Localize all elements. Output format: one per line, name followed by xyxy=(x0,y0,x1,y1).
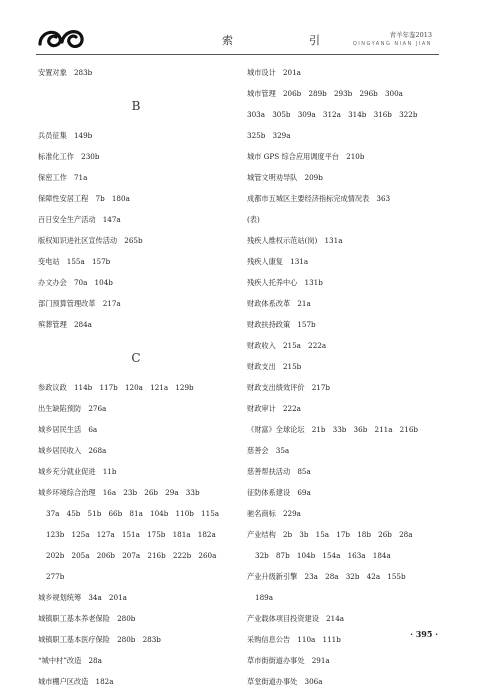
index-entry: 残疾人托养中心 131b xyxy=(247,278,323,287)
index-entry: 征防体系建设 69a xyxy=(247,488,311,497)
index-entry: 残疾人康复 131a xyxy=(247,257,309,266)
index-entry: 产业结构 2b 3b 15a 17b 18b 26b 28a xyxy=(247,530,413,539)
index-entry-continuation: 202b 205a 206b 207a 216b 222b 260a xyxy=(46,551,217,560)
section-letter: C xyxy=(131,351,141,365)
index-column-right xyxy=(247,62,443,692)
yearbook-logo-icon xyxy=(36,24,86,52)
header-rule xyxy=(36,54,439,55)
index-entry: 城管文明劝导队 209b xyxy=(247,173,323,182)
index-column-left xyxy=(38,62,238,692)
index-entry: 安置对象 283b xyxy=(38,68,93,77)
index-entry: 城乡环境综合治理 16a 23b 26b 29a 33b xyxy=(38,488,200,497)
index-entry: 办文办会 70a 104b xyxy=(38,278,113,287)
index-entry-continuation: 189a xyxy=(255,593,274,602)
index-entry: 财政支出绩效评价 217b xyxy=(247,383,331,392)
page-number: · 395 · xyxy=(410,629,438,639)
index-entry: 采购信息公告 110a 111b xyxy=(247,635,341,644)
index-entry: 303a 305b 309a 312a 314b 316b 322b xyxy=(247,110,418,119)
index-entry: 参政议政 114b 117b 120a 121a 129b xyxy=(38,383,194,392)
index-entry: 成都市五城区主要经济指标完成情况表 363 xyxy=(247,194,391,203)
index-entry: 百日安全生产活动 147a xyxy=(38,215,121,224)
index-entry-continuation: 37a 45b 51b 66b 81a 104b 110b 115a xyxy=(46,509,220,518)
index-entry: 草市街街道办事处 291a xyxy=(247,656,330,665)
yearbook-subtitle: QINGYANG NIAN JIAN xyxy=(352,41,432,47)
index-entry: 城乡规划统筹 34a 201a xyxy=(38,593,127,602)
page-header xyxy=(0,0,480,60)
index-entry: 慈善会 35a xyxy=(247,446,290,455)
index-entry: 草堂街道办事处 306a xyxy=(247,677,323,686)
index-entry: 慈善帮扶活动 85a xyxy=(247,467,311,476)
index-entry: 城镇职工基本医疗保险 280b 283b xyxy=(38,635,161,644)
index-entry: 标准化工作 230b xyxy=(38,152,100,161)
index-entry: 保密工作 71a xyxy=(38,173,88,182)
index-entry: 城乡居民收入 268a xyxy=(38,446,107,455)
index-entry: 城市管理 206b 289b 293b 296b 300a xyxy=(247,89,403,98)
yearbook-title: 青羊年鉴2013 xyxy=(389,31,432,39)
index-entry: 《财富》全球论坛 21b 33b 36b 211a 216b xyxy=(247,425,419,434)
index-entry: 财政支出 215b xyxy=(247,362,302,371)
index-entry: 财政体系改革 21a xyxy=(247,299,311,308)
index-entry: 城市 GPS 综合应用调度平台 210b xyxy=(247,152,365,161)
index-entry: 版权知识进社区宣传活动 265b xyxy=(38,236,143,245)
section-title: 索 引 xyxy=(222,34,338,47)
index-entry: 产业升级新引擎 23a 28a 32b 42a 155b xyxy=(247,572,406,581)
index-entry: 保障性安居工程 7b 180a xyxy=(38,194,130,203)
index-entry: 部门预算管理改革 217a xyxy=(38,299,121,308)
index-entry: 城镇职工基本养老保险 280b xyxy=(38,614,136,623)
index-entry-continuation: 277b xyxy=(46,572,65,581)
index-entry: 兵员征集 149b xyxy=(38,131,93,140)
index-entry: 驰名商标 229a xyxy=(247,509,301,518)
index-entry: “城中村”改造 28a xyxy=(38,656,102,665)
index-entry: 殡葬管理 284a xyxy=(38,320,92,329)
section-letter: B xyxy=(131,99,141,113)
index-entry: (表) xyxy=(247,215,260,224)
index-entry: 出生缺陷预防 276a xyxy=(38,404,107,413)
index-entry: 财政扶持政策 157b xyxy=(247,320,316,329)
index-entry-continuation: 123b 125a 127a 151a 175b 181a 182a xyxy=(46,530,216,539)
index-entry: 325b 329a xyxy=(247,131,291,140)
index-entry: 产业载体项目投资建设 214a xyxy=(247,614,345,623)
index-entry: 城市设计 201a xyxy=(247,68,301,77)
index-entry: 残疾人维权示范站(岗) 131a xyxy=(247,236,343,245)
index-entry: 城市棚户区改造 182a xyxy=(38,677,114,686)
index-entry: 变电站 155a 157b xyxy=(38,257,111,266)
index-entry: 城乡居民生活 6a xyxy=(38,425,98,434)
index-entry: 财政收入 215a 222a xyxy=(247,341,327,350)
index-entry: 城乡充分就业促进 11b xyxy=(38,467,117,476)
index-entry: 财政审计 222a xyxy=(247,404,301,413)
index-entry-continuation: 32b 87b 104b 154a 163a 184a xyxy=(255,551,391,560)
